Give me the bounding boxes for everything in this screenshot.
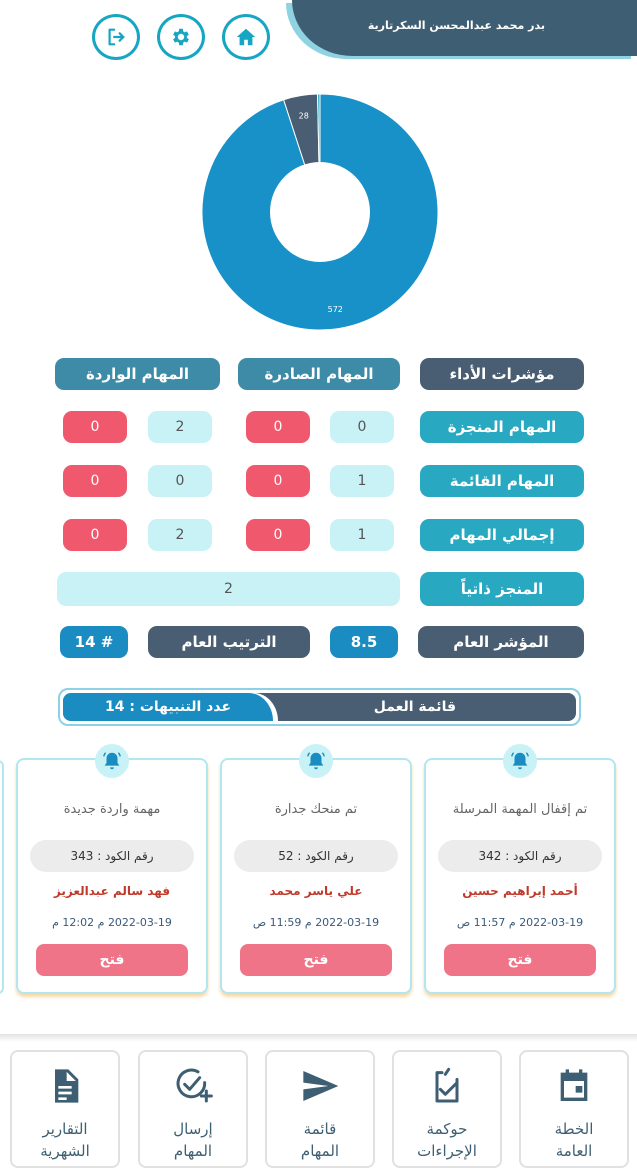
total-incoming-late[interactable]: 0 [63, 519, 127, 551]
total-outgoing-late[interactable]: 0 [246, 519, 310, 551]
nav-label: قائمة المهام [300, 1120, 340, 1160]
notification-card [16, 758, 208, 994]
nav-item-procedures[interactable] [392, 1050, 502, 1168]
logout-button[interactable] [92, 14, 140, 60]
card-person: فهد سالم عبدالعزيز [53, 884, 171, 898]
nav-item-task-list[interactable] [265, 1050, 375, 1168]
self-done-value: 2 [57, 572, 400, 606]
send-icon [300, 1066, 340, 1106]
card-person: أحمد إبراهيم حسين [462, 884, 578, 898]
completed-outgoing-late[interactable]: 0 [246, 411, 310, 443]
card-date: 2022-03-19 م 12:02 م [52, 916, 172, 929]
header-outgoing-tasks: المهام الصادرة [238, 358, 400, 390]
home-button[interactable] [222, 14, 270, 60]
alerts-count: عدد التنبيهات : 14 [63, 693, 273, 721]
pending-incoming-count[interactable]: 0 [148, 465, 212, 497]
card-code: رقم الكود : 342 [438, 840, 602, 872]
nav-item-send-tasks[interactable] [138, 1050, 248, 1168]
row-label-total: إجمالي المهام [420, 519, 584, 551]
logout-icon [105, 26, 127, 48]
nav-label: إرسال المهام [173, 1120, 213, 1160]
card-code: رقم الكود : 52 [234, 840, 398, 872]
completed-outgoing-count[interactable]: 0 [330, 411, 394, 443]
self-done-label: المنجز ذاتياً [420, 572, 584, 606]
nav-divider [0, 1034, 637, 1042]
card-peek [0, 760, 4, 994]
open-button[interactable]: فتح [36, 944, 188, 976]
card-title: تم إقفال المهمة المرسلة [452, 802, 588, 817]
calendar-icon [554, 1066, 594, 1106]
donut-slice-label: 28 [298, 111, 309, 121]
user-name-banner: بدر محمد عبدالمحسن السكرتارية [292, 0, 637, 56]
worklist-title: قائمة العمل [373, 699, 456, 715]
card-date: 2022-03-19 م 11:57 ص [456, 916, 584, 929]
row-label-pending: المهام القائمة [420, 465, 584, 497]
general-rank-value: # 14 [60, 626, 128, 658]
notification-card [220, 758, 412, 994]
pending-incoming-late[interactable]: 0 [63, 465, 127, 497]
header-indicators: مؤشرات الأداء [420, 358, 584, 390]
total-outgoing-count[interactable]: 1 [330, 519, 394, 551]
open-button[interactable]: فتح [444, 944, 596, 976]
general-index-label: المؤشر العام [418, 626, 584, 658]
worklist-bar[interactable] [58, 688, 581, 726]
nav-label: التقارير الشهرية [40, 1120, 90, 1160]
card-person: علي ياسر محمد [269, 884, 363, 898]
donut-svg [195, 92, 445, 332]
pending-outgoing-count[interactable]: 1 [330, 465, 394, 497]
completed-incoming-count[interactable]: 2 [148, 411, 212, 443]
gear-icon [170, 26, 192, 48]
card-date: 2022-03-19 م 11:59 ص [252, 916, 380, 929]
nav-label: حوكمة الإجراءات [417, 1120, 477, 1160]
total-incoming-count[interactable]: 2 [148, 519, 212, 551]
app-header [0, 0, 637, 62]
general-rank-label: الترتيب العام [148, 626, 310, 658]
notification-card [424, 758, 616, 994]
header-incoming-tasks: المهام الواردة [55, 358, 220, 390]
open-button[interactable]: فتح [240, 944, 392, 976]
add-task-icon [173, 1066, 213, 1106]
donut-slice-label: 572 [327, 304, 343, 314]
document-icon [45, 1066, 85, 1106]
bell-icon [95, 744, 129, 778]
row-label-completed: المهام المنجزة [420, 411, 584, 443]
card-title: مهمة واردة جديدة [63, 802, 161, 817]
tasks-donut-chart [195, 92, 445, 332]
general-index-value: 8.5 [330, 626, 398, 658]
card-title: تم منحك جدارة [274, 802, 358, 817]
bell-icon [503, 744, 537, 778]
pending-outgoing-late[interactable]: 0 [246, 465, 310, 497]
clipboard-check-icon [427, 1066, 467, 1106]
bell-icon [299, 744, 333, 778]
card-code: رقم الكود : 343 [30, 840, 194, 872]
nav-item-general-plan[interactable] [519, 1050, 629, 1168]
nav-label: الخطة العامة [554, 1120, 594, 1160]
settings-button[interactable] [157, 14, 205, 60]
completed-incoming-late[interactable]: 0 [63, 411, 127, 443]
nav-item-monthly-reports[interactable] [10, 1050, 120, 1168]
home-icon [235, 26, 257, 48]
